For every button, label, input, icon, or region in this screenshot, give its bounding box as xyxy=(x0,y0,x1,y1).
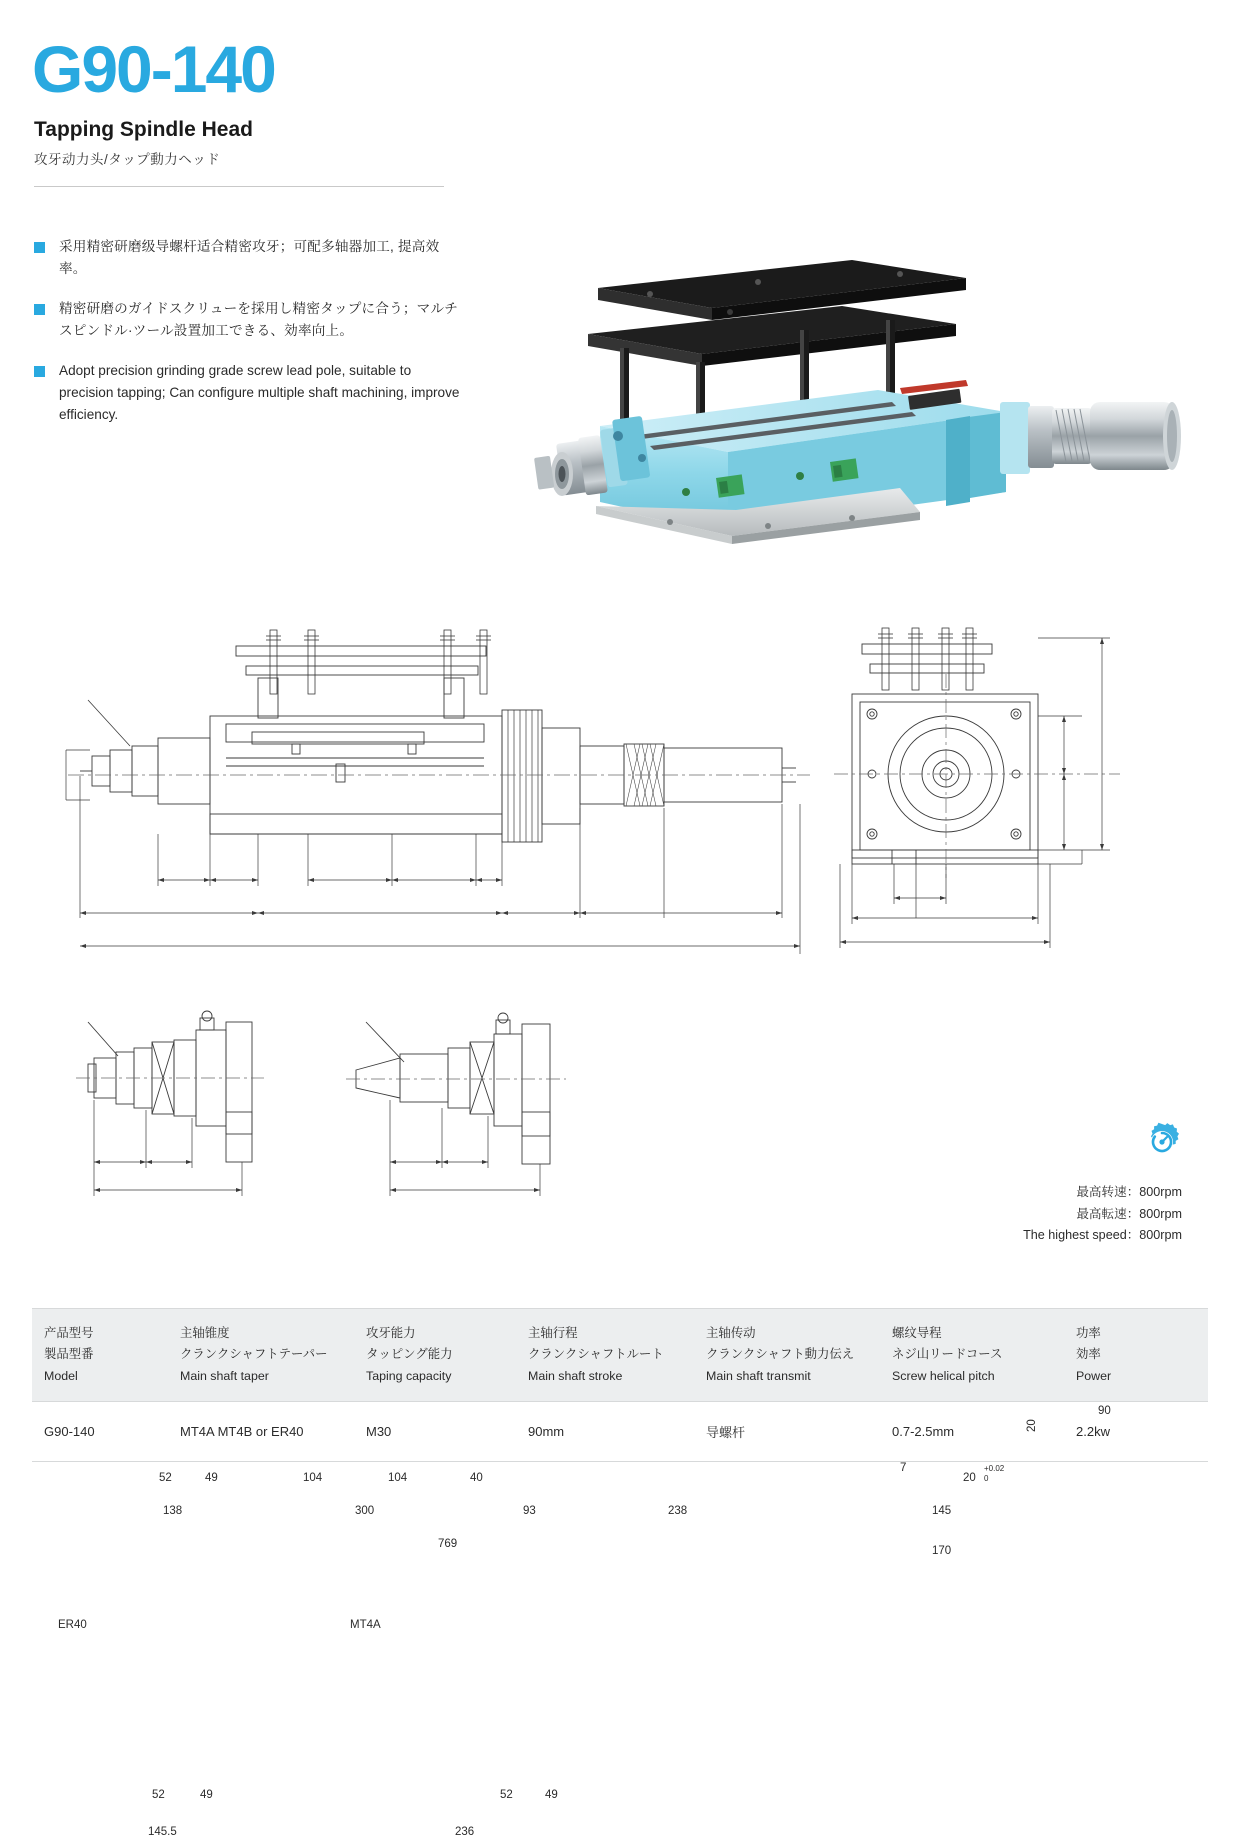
dim-mt4a-52: 52 xyxy=(500,1789,513,1801)
speed-badge xyxy=(1142,1122,1182,1162)
feature-list xyxy=(32,236,462,444)
dim-170: 170 xyxy=(932,1545,952,1557)
page-title: G90-140 xyxy=(32,32,275,106)
page-header xyxy=(32,32,552,187)
dim-247: 247 xyxy=(1140,1340,1152,1360)
square-bullet-icon xyxy=(34,366,45,377)
product-illustration xyxy=(500,230,1200,590)
square-bullet-icon xyxy=(34,304,45,315)
feature-text-cn: 采用精密研磨级导螺杆适合精密攻牙；可配多轴器加工, 提高效率。 xyxy=(59,239,440,277)
dim-145: 145 xyxy=(932,1505,952,1517)
cell-power: 2.2kw xyxy=(1076,1401,1208,1461)
speed-note-en: The highest speed：800rpm xyxy=(1023,1228,1182,1243)
dim-20-tol: 20 xyxy=(963,1472,976,1484)
dim-104-a: 104 xyxy=(303,1472,323,1484)
dim-49: 49 xyxy=(205,1472,218,1484)
cell-stroke: 90mm xyxy=(528,1401,706,1461)
table-header-capacity: 攻牙能力 タッピング能力 Taping capacity xyxy=(366,1309,528,1402)
table-header-taper: 主轴锥度 クランクシャフトテーパー Main shaft taper xyxy=(180,1309,366,1402)
dim-7: 7 xyxy=(900,1462,907,1474)
table-row xyxy=(32,1401,1208,1461)
cell-taper: MT4A MT4B or ER40 xyxy=(180,1401,366,1461)
table-header-row xyxy=(32,1309,1208,1402)
drawing-side-view xyxy=(40,618,860,978)
label-mt4a: MT4A xyxy=(350,1619,381,1631)
table-header-stroke: 主轴行程 クランクシャフトルート Main shaft stroke xyxy=(528,1309,706,1402)
spec-table xyxy=(32,1308,1208,1462)
dim-er40-49: 49 xyxy=(200,1789,213,1801)
product-subtitle-en: Tapping Spindle Head xyxy=(34,118,253,141)
drawing-option-er40 xyxy=(40,1000,320,1260)
drawing-option-mt4a xyxy=(330,1000,620,1260)
speed-note-cn: 最高转速：800rpm xyxy=(1076,1185,1182,1199)
cell-capacity: M30 xyxy=(366,1401,528,1461)
list-item xyxy=(32,236,462,280)
product-photo xyxy=(500,230,1200,590)
product-subtitle-cjk: 攻牙动力头/タップ動力ヘッド xyxy=(34,152,221,167)
dim-93: 93 xyxy=(523,1505,536,1517)
square-bullet-icon xyxy=(34,242,45,253)
drawing-front-view xyxy=(820,618,1150,968)
feature-text-jp: 精密研磨のガイドスクリューを採用し精密タップに合う；マルチスピンドル·ツール設置加工できる、効率向上。 xyxy=(59,301,459,339)
tolerance-lower: 0 xyxy=(984,1474,989,1483)
dim-104-b: 104 xyxy=(388,1472,408,1484)
dim-20-right: 20 xyxy=(1026,1419,1038,1432)
label-mt4b: MT4B xyxy=(53,1317,84,1329)
speed-note xyxy=(1023,1182,1182,1247)
cell-transmit: 导螺杆 xyxy=(706,1401,892,1461)
label-er40: ER40 xyxy=(58,1619,87,1631)
table-header-model: 产品型号 製品型番 Model xyxy=(32,1309,180,1402)
dim-70: 70 xyxy=(1098,1336,1111,1348)
dim-er40-total: 145.5 xyxy=(148,1826,177,1838)
dim-mt4a-total: 236 xyxy=(455,1826,475,1838)
gear-speed-icon xyxy=(1142,1122,1182,1162)
dim-300: 300 xyxy=(355,1505,375,1517)
dim-138: 138 xyxy=(163,1505,183,1517)
dim-90: 90 xyxy=(1098,1405,1111,1417)
dim-238: 238 xyxy=(668,1505,688,1517)
speed-note-jp: 最高転速：800rpm xyxy=(1076,1206,1182,1221)
table-header-pitch: 螺纹导程 ネジ山リードコース Screw helical pitch xyxy=(892,1309,1076,1402)
tolerance-upper: +0.02 xyxy=(984,1464,1005,1473)
table-header-transmit: 主轴传动 クランクシャフト動力伝え Main shaft transmit xyxy=(706,1309,892,1402)
list-item xyxy=(32,360,462,426)
table-header-power: 功率 効率 Power xyxy=(1076,1309,1208,1402)
dim-total-769: 769 xyxy=(438,1538,458,1550)
dim-er40-52: 52 xyxy=(152,1789,165,1801)
dim-mt4a-49: 49 xyxy=(545,1789,558,1801)
label-diameter: φ 56 xyxy=(36,1366,48,1390)
feature-text-en: Adopt precision grinding grade screw lead pole, suitable to precision tapping; Can configure multiple shaft machining, improve efficiency. xyxy=(59,363,460,423)
cell-pitch: 0.7-2.5mm xyxy=(892,1401,1076,1461)
header-divider xyxy=(34,186,444,187)
dim-52: 52 xyxy=(159,1472,172,1484)
list-item xyxy=(32,298,462,342)
cell-model: G90-140 xyxy=(32,1401,180,1461)
dim-40: 40 xyxy=(470,1472,483,1484)
